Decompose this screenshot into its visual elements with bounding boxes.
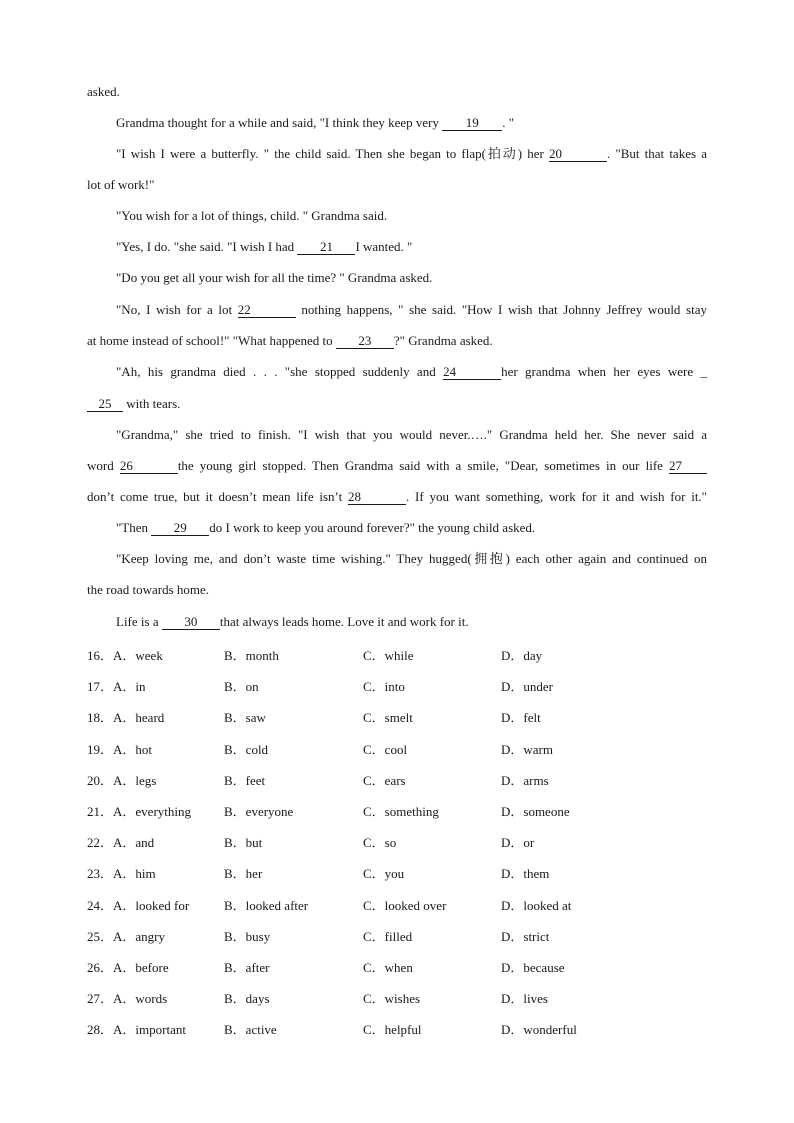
option-d[interactable]: D．under [501,679,553,695]
question-number-and-option-a [87,645,163,664]
passage-line: the road towards home. [87,582,210,597]
question-number-and-option-a [87,926,165,945]
question-number: 28． [87,1022,114,1038]
option-d[interactable]: D．them [501,866,550,882]
question-row [87,770,707,788]
question-number-and-option-a [87,895,189,914]
passage-line: 25 with tears. [87,396,707,412]
option-a[interactable]: A．week [113,648,163,663]
question-number-and-option-a [87,739,152,758]
question-number: 22． [87,835,114,851]
blank-21: 21 [297,240,355,255]
passage-line: "Then 29 do I work to keep you around forever?" the young child asked. [116,520,536,535]
option-c[interactable]: C．filled [363,928,413,944]
option-c[interactable]: C．when [363,960,413,975]
passage-line: Life is a 30 that always leads home. Love it and work for it. [116,614,469,629]
question-row [87,1019,707,1037]
passage-line: "Keep loving me, and don’t waste time wishing." They hugged(拥抱) each other again and continued on [116,551,707,566]
option-c[interactable]: C．while [363,648,414,663]
option-d[interactable]: D．arms [501,772,549,788]
option-b[interactable]: B．her [224,866,263,882]
option-d[interactable]: D．someone [501,804,570,819]
question-row [87,895,707,913]
passage-line: word 26 the young girl stopped. Then Grandma said with a smile, "Dear, sometimes in our life 27 [87,458,707,474]
question-row [87,801,707,819]
option-d[interactable]: D．strict [501,928,550,944]
option-b[interactable]: B．on [224,679,259,695]
question-number-and-option-a [87,1019,186,1038]
question-row [87,957,707,975]
option-b[interactable]: B．saw [224,710,266,726]
question-row [87,988,707,1006]
question-row [87,645,707,663]
option-c[interactable]: C．looked over [363,897,447,913]
option-d[interactable]: D．wonderful [501,1022,577,1038]
option-a[interactable]: A．legs [113,772,157,788]
question-row [87,863,707,881]
question-number: 24． [87,897,114,913]
blank-28: 28 [348,490,406,505]
passage-line: "Do you get all your wish for all the time? " Grandma asked. [116,270,433,285]
passage-line: "I wish I were a butterfly. " the child said. Then she began to flap(拍动) her 20 . "But that takes a [116,146,707,161]
option-a[interactable]: A．everything [113,804,191,819]
blank-23: 23 [336,334,394,349]
passage-line: "No, I wish for a lot 22 nothing happens, " she said. "How I wish that Johnny Jeffrey would stay [116,302,707,317]
question-number-and-option-a [87,676,146,695]
option-b[interactable]: B．looked after [224,897,309,913]
question-row [87,739,707,757]
question-number: 23． [87,866,114,882]
passage-line: asked. [87,84,120,99]
option-c[interactable]: C．cool [363,741,408,757]
question-number-and-option-a [87,801,191,820]
option-c[interactable]: C．into [363,679,405,695]
option-c[interactable]: C．you [363,866,405,882]
blank-27: 27 [669,459,707,474]
blank-19: 19 [442,116,502,131]
option-b[interactable]: B．after [224,960,270,975]
option-d[interactable]: D．day [501,648,543,663]
option-a[interactable]: A．important [113,1022,186,1038]
question-number: 27． [87,991,114,1007]
passage-line: lot of work!" [87,177,155,192]
blank-25: 25 [87,397,123,412]
option-d[interactable]: D．because [501,960,565,975]
option-b[interactable]: B．active [224,1022,277,1038]
blank-26: 26 [120,459,178,474]
option-a[interactable]: A．him [113,866,156,882]
blank-30: 30 [162,615,220,630]
option-c[interactable]: C．ears [363,772,406,788]
option-a[interactable]: A．looked for [113,897,190,913]
option-a[interactable]: A．and [113,835,155,851]
option-b[interactable]: B．everyone [224,804,294,819]
blank-22: 22 [238,303,296,318]
option-b[interactable]: B．feet [224,772,266,788]
question-number-and-option-a [87,863,156,882]
option-a[interactable]: A．angry [113,928,166,944]
question-row [87,676,707,694]
option-c[interactable]: C．smelt [363,710,413,726]
passage-line: don’t come true, but it doesn’t mean life isn’t 28 . If you want something, work for it and wish for it." [87,489,707,504]
option-d[interactable]: D．lives [501,991,548,1007]
question-number-and-option-a [87,770,156,789]
option-a[interactable]: A．hot [113,741,153,757]
option-d[interactable]: D．warm [501,741,553,757]
question-number: 18． [87,710,114,726]
option-d[interactable]: D．or [501,835,535,851]
question-number: 21． [87,804,114,819]
question-row [87,832,707,850]
passage-line: "Grandma," she tried to finish. "I wish that you would never.…." Grandma held her. She never said a [116,427,707,442]
option-b[interactable]: B．but [224,835,263,851]
option-a[interactable]: A．in [113,679,146,695]
question-number-and-option-a [87,832,154,851]
question-number-and-option-a [87,707,164,726]
question-number-and-option-a [87,957,169,976]
question-row [87,926,707,944]
blank-20: 20 [549,147,607,162]
option-b[interactable]: B．month [224,648,279,663]
option-c[interactable]: C．wishes [363,991,421,1007]
option-b[interactable]: B．busy [224,928,271,944]
option-c[interactable]: C．something [363,804,439,819]
option-c[interactable]: C．so [363,835,397,851]
question-number-and-option-a [87,988,167,1007]
question-number: 19． [87,741,114,757]
question-number: 20． [87,772,114,788]
option-a[interactable]: A．words [113,991,168,1007]
passage-line: Grandma thought for a while and said, "I think they keep very 19 . " [116,115,515,130]
passage-line: "Yes, I do. "she said. "I wish I had 21 I wanted. " [116,239,413,254]
option-d[interactable]: D．felt [501,710,541,726]
question-number: 17． [87,679,114,695]
option-a[interactable]: A．heard [113,710,165,726]
option-d[interactable]: D．looked at [501,897,572,913]
blank-24: 24 [443,365,501,380]
option-b[interactable]: B．cold [224,741,269,757]
question-number: 16． [87,648,114,663]
option-c[interactable]: C．helpful [363,1022,422,1038]
question-row [87,707,707,725]
passage-line: "Ah, his grandma died . . . "she stopped suddenly and 24 her grandma when her eyes were _ [116,364,707,379]
passage-line: at home instead of school!" "What happened to 23 ?" Grandma asked. [87,333,493,348]
passage-line: "You wish for a lot of things, child. " Grandma said. [116,208,388,223]
option-a[interactable]: A．before [113,960,169,975]
blank-29: 29 [151,521,209,536]
question-number: 26． [87,960,114,975]
option-b[interactable]: B．days [224,991,270,1007]
question-number: 25． [87,928,114,944]
